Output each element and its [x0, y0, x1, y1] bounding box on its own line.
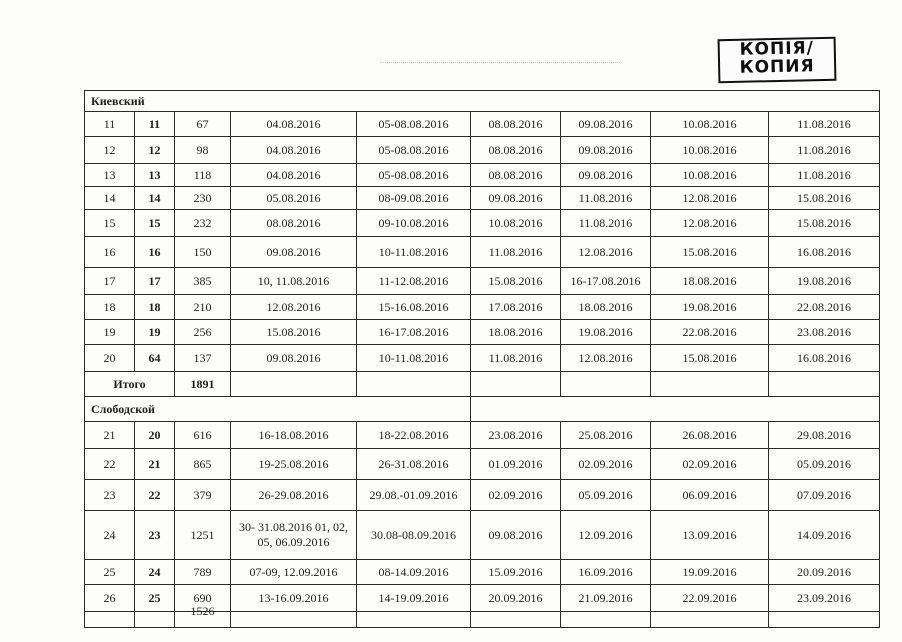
date-cell: 04.08.2016	[231, 164, 357, 187]
section-title: Киевский	[85, 91, 880, 112]
date-cell: 19.09.2016	[651, 560, 769, 585]
row-number-cell: 12	[85, 137, 135, 164]
date-cell: 02.09.2016	[561, 449, 651, 480]
quantity-cell: 230	[175, 187, 231, 210]
table-row	[85, 137, 880, 164]
date-cell: 26-29.08.2016	[231, 480, 357, 511]
row-number-cell: 19	[85, 320, 135, 345]
date-cell: 19.08.2016	[769, 268, 880, 295]
row-code-cell: 17	[135, 268, 175, 295]
row-code-cell: 19	[135, 320, 175, 345]
quantity-cell: 1251	[175, 511, 231, 560]
date-cell: 30- 31.08.2016 01, 02, 05, 06.09.2016	[231, 511, 357, 560]
date-cell: 22.09.2016	[651, 585, 769, 612]
quantity-cell: 137	[175, 345, 231, 372]
table-cell	[471, 372, 561, 397]
table-cell	[561, 612, 651, 628]
table-cell	[231, 612, 357, 628]
date-cell: 16.09.2016	[561, 560, 651, 585]
date-cell: 12.09.2016	[561, 511, 651, 560]
date-cell: 09-10.08.2016	[357, 210, 471, 237]
table-row	[85, 480, 880, 511]
date-cell: 16-17.08.2016	[357, 320, 471, 345]
date-cell: 16-18.08.2016	[231, 422, 357, 449]
table-cell	[651, 372, 769, 397]
row-code-cell: 22	[135, 480, 175, 511]
row-code-cell: 13	[135, 164, 175, 187]
quantity-cell: 616	[175, 422, 231, 449]
quantity-cell: 690	[175, 585, 231, 612]
date-cell: 26-31.08.2016	[357, 449, 471, 480]
stamp-line-2: КОПИЯ	[739, 56, 815, 78]
date-cell: 05-08.08.2016	[357, 112, 471, 137]
date-cell: 14-19.09.2016	[357, 585, 471, 612]
date-cell: 11.08.2016	[769, 112, 880, 137]
date-cell: 05.09.2016	[561, 480, 651, 511]
quantity-cell: 385	[175, 268, 231, 295]
date-cell: 15.08.2016	[471, 268, 561, 295]
quantity-cell: 379	[175, 480, 231, 511]
date-cell: 12.08.2016	[231, 295, 357, 320]
date-cell: 17.08.2016	[471, 295, 561, 320]
date-cell: 12.08.2016	[561, 345, 651, 372]
date-cell: 23.09.2016	[769, 585, 880, 612]
row-number-cell: 13	[85, 164, 135, 187]
date-cell: 25.08.2016	[561, 422, 651, 449]
date-cell: 20.09.2016	[769, 560, 880, 585]
date-cell: 10.08.2016	[651, 112, 769, 137]
table-cell	[471, 397, 880, 422]
table-cell	[651, 612, 769, 628]
date-cell: 09.08.2016	[471, 187, 561, 210]
row-code-cell: 64	[135, 345, 175, 372]
quantity-cell: 865	[175, 449, 231, 480]
date-cell: 02.09.2016	[471, 480, 561, 511]
row-number-cell: 24	[85, 511, 135, 560]
table-row	[85, 237, 880, 268]
date-cell: 13.09.2016	[651, 511, 769, 560]
row-code-cell: 21	[135, 449, 175, 480]
date-cell: 11.08.2016	[471, 345, 561, 372]
row-code-cell: 20	[135, 422, 175, 449]
date-cell: 05-08.08.2016	[357, 164, 471, 187]
quantity-cell: 232	[175, 210, 231, 237]
table-row	[85, 560, 880, 585]
total-row	[85, 372, 880, 397]
stamp-line-1: КОПІЯ/	[739, 38, 815, 60]
row-code-cell: 16	[135, 237, 175, 268]
date-cell: 07-09, 12.09.2016	[231, 560, 357, 585]
row-code-cell: 25	[135, 585, 175, 612]
date-cell: 11.08.2016	[561, 210, 651, 237]
row-number-cell: 20	[85, 345, 135, 372]
date-cell: 15.09.2016	[471, 560, 561, 585]
date-cell: 18-22.08.2016	[357, 422, 471, 449]
table-cell	[769, 372, 880, 397]
date-cell: 06.09.2016	[651, 480, 769, 511]
date-cell: 10.08.2016	[651, 137, 769, 164]
copy-stamp	[718, 37, 837, 83]
date-cell: 15.08.2016	[231, 320, 357, 345]
row-number-cell: 18	[85, 295, 135, 320]
date-cell: 09.08.2016	[561, 137, 651, 164]
date-cell: 11.08.2016	[471, 237, 561, 268]
quantity-cell: 98	[175, 137, 231, 164]
section-header-row	[85, 397, 880, 422]
table-row	[85, 268, 880, 295]
date-cell: 18.08.2016	[471, 320, 561, 345]
date-cell: 14.09.2016	[769, 511, 880, 560]
total-value: 1891	[175, 372, 231, 397]
cut-off-row	[85, 612, 880, 628]
row-code-cell: 14	[135, 187, 175, 210]
date-cell: 18.08.2016	[561, 295, 651, 320]
section-title: Слободской	[85, 397, 471, 422]
date-cell: 09.08.2016	[561, 112, 651, 137]
row-number-cell: 25	[85, 560, 135, 585]
schedule-table	[84, 90, 880, 628]
date-cell: 09.08.2016	[231, 237, 357, 268]
row-number-cell: 15	[85, 210, 135, 237]
date-cell: 15.08.2016	[651, 237, 769, 268]
table-row	[85, 511, 880, 560]
date-cell: 19.08.2016	[561, 320, 651, 345]
date-cell: 07.09.2016	[769, 480, 880, 511]
table-cell	[357, 612, 471, 628]
date-cell: 10.08.2016	[651, 164, 769, 187]
date-cell: 20.09.2016	[471, 585, 561, 612]
row-number-cell: 17	[85, 268, 135, 295]
date-cell: 11-12.08.2016	[357, 268, 471, 295]
row-code-cell: 23	[135, 511, 175, 560]
date-cell: 05-08.08.2016	[357, 137, 471, 164]
quantity-cell: 256	[175, 320, 231, 345]
date-cell: 11.08.2016	[769, 137, 880, 164]
quantity-cell: 67	[175, 112, 231, 137]
row-code-cell: 11	[135, 112, 175, 137]
table-row	[85, 345, 880, 372]
row-code-cell: 24	[135, 560, 175, 585]
row-number-cell: 16	[85, 237, 135, 268]
row-code-cell: 12	[135, 137, 175, 164]
date-cell: 01.09.2016	[471, 449, 561, 480]
date-cell: 19.08.2016	[651, 295, 769, 320]
date-cell: 12.08.2016	[651, 210, 769, 237]
date-cell: 08.08.2016	[471, 164, 561, 187]
quantity-cell: 210	[175, 295, 231, 320]
table-cell	[561, 372, 651, 397]
date-cell: 16-17.08.2016	[561, 268, 651, 295]
date-cell: 13-16.09.2016	[231, 585, 357, 612]
table-cell	[135, 612, 175, 628]
row-number-cell: 26	[85, 585, 135, 612]
table-row	[85, 187, 880, 210]
row-number-cell: 11	[85, 112, 135, 137]
row-code-cell: 18	[135, 295, 175, 320]
date-cell: 26.08.2016	[651, 422, 769, 449]
date-cell: 30.08-08.09.2016	[357, 511, 471, 560]
date-cell: 08.08.2016	[471, 112, 561, 137]
date-cell: 29.08.-01.09.2016	[357, 480, 471, 511]
date-cell: 15.08.2016	[651, 345, 769, 372]
date-cell: 08.08.2016	[231, 210, 357, 237]
faint-scan-line	[380, 62, 620, 63]
date-cell: 10-11.08.2016	[357, 237, 471, 268]
section-header-row	[85, 91, 880, 112]
table-row	[85, 449, 880, 480]
date-cell: 16.08.2016	[769, 345, 880, 372]
date-cell: 12.08.2016	[651, 187, 769, 210]
row-number-cell: 14	[85, 187, 135, 210]
table-row	[85, 210, 880, 237]
quantity-cell: 118	[175, 164, 231, 187]
row-number-cell: 22	[85, 449, 135, 480]
date-cell: 12.08.2016	[561, 237, 651, 268]
table-row	[85, 422, 880, 449]
row-number-cell: 21	[85, 422, 135, 449]
total-label: Итого	[85, 372, 175, 397]
table-cell	[85, 612, 135, 628]
date-cell: 05.09.2016	[769, 449, 880, 480]
date-cell: 22.08.2016	[651, 320, 769, 345]
table-cell: 1526	[175, 612, 231, 628]
table-cell	[471, 612, 561, 628]
date-cell: 16.08.2016	[769, 237, 880, 268]
date-cell: 10, 11.08.2016	[231, 268, 357, 295]
date-cell: 23.08.2016	[769, 320, 880, 345]
date-cell: 09.08.2016	[471, 511, 561, 560]
table-cell	[769, 612, 880, 628]
date-cell: 18.08.2016	[651, 268, 769, 295]
quantity-cell: 150	[175, 237, 231, 268]
date-cell: 11.08.2016	[561, 187, 651, 210]
table-cell	[231, 372, 357, 397]
date-cell: 11.08.2016	[769, 164, 880, 187]
date-cell: 09.08.2016	[561, 164, 651, 187]
date-cell: 09.08.2016	[231, 345, 357, 372]
date-cell: 15.08.2016	[769, 210, 880, 237]
date-cell: 19-25.08.2016	[231, 449, 357, 480]
date-cell: 21.09.2016	[561, 585, 651, 612]
date-cell: 23.08.2016	[471, 422, 561, 449]
date-cell: 08-09.08.2016	[357, 187, 471, 210]
table-row	[85, 112, 880, 137]
table-row	[85, 320, 880, 345]
table-cell	[357, 372, 471, 397]
date-cell: 05.08.2016	[231, 187, 357, 210]
date-cell: 10-11.08.2016	[357, 345, 471, 372]
date-cell: 15-16.08.2016	[357, 295, 471, 320]
table-row	[85, 164, 880, 187]
row-code-cell: 15	[135, 210, 175, 237]
date-cell: 22.08.2016	[769, 295, 880, 320]
date-cell: 04.08.2016	[231, 112, 357, 137]
date-cell: 08.08.2016	[471, 137, 561, 164]
table-row	[85, 295, 880, 320]
schedule-table-container	[84, 90, 880, 628]
date-cell: 02.09.2016	[651, 449, 769, 480]
quantity-cell: 789	[175, 560, 231, 585]
date-cell: 10.08.2016	[471, 210, 561, 237]
date-cell: 08-14.09.2016	[357, 560, 471, 585]
date-cell: 04.08.2016	[231, 137, 357, 164]
row-number-cell: 23	[85, 480, 135, 511]
date-cell: 15.08.2016	[769, 187, 880, 210]
date-cell: 29.08.2016	[769, 422, 880, 449]
